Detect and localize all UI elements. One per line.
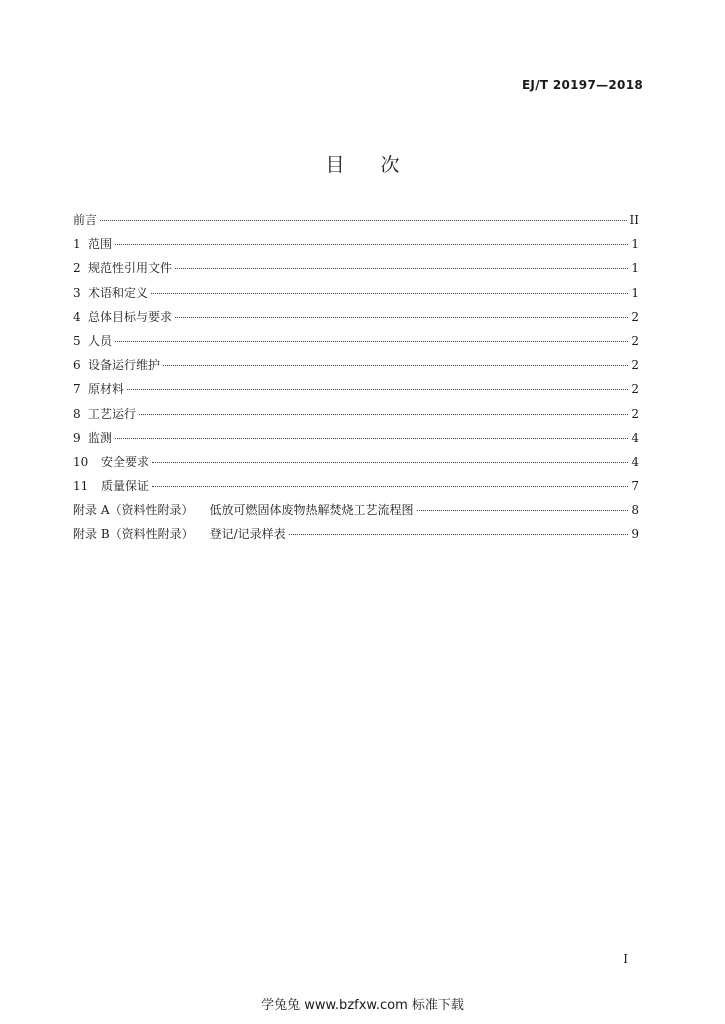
toc-entry-page: 2 [631,382,639,397]
toc-entry-label: 登记/记录样表 [209,527,286,542]
dot-leader [175,317,628,318]
toc-entry-page: 4 [631,454,639,469]
toc-entry-number: 1 [73,237,81,252]
toc-entry-number: 附录 A（资料性附录） [73,503,194,518]
toc-entry-label: 设备运行维护 [88,358,161,373]
toc-entry-page: 8 [631,503,639,518]
toc-entry-label: 质量保证 [101,479,150,494]
dot-leader [152,462,628,463]
dot-leader [127,389,628,390]
dot-leader [115,438,628,439]
toc-title: 目次 [325,154,436,176]
toc-entry-6[interactable] [73,355,639,379]
toc-entry-9[interactable] [73,428,639,452]
toc-entry-label: 术语和定义 [88,285,149,300]
toc-entry-number: 9 [73,430,81,445]
toc-entry-label: 原材料 [88,382,125,397]
dot-leader [289,534,628,535]
toc-entry-appendix-b[interactable] [73,524,639,548]
toc-entry-page: 2 [631,358,639,373]
toc-entry-label: 前言 [73,213,98,227]
toc-entry-3[interactable] [73,283,639,307]
toc-entry-number: 5 [73,333,81,348]
table-of-contents [73,210,639,549]
toc-entry-page: 2 [631,333,639,348]
toc-entry-page: 4 [631,430,639,445]
toc-entry-label: 范围 [88,237,113,252]
toc-entry-page: 2 [631,309,639,324]
dot-leader [152,486,628,487]
dot-leader [115,341,628,342]
toc-entry-5[interactable] [73,331,639,355]
toc-entry-number: 11 [73,479,89,494]
toc-entry-7[interactable] [73,379,639,403]
page-number: I [623,952,628,966]
toc-entry-number: 2 [73,261,81,276]
toc-entry-number: 附录 B（资料性附录） [73,527,194,542]
document-code: EJ/T 20197—2018 [521,78,643,92]
toc-entry-8[interactable] [73,404,639,428]
dot-leader [115,244,628,245]
dot-leader [100,220,627,221]
toc-entry-number: 8 [73,406,81,421]
toc-entry-foreword[interactable] [73,210,639,234]
toc-entry-label: 低放可燃固体废物热解焚烧工艺流程图 [209,503,414,518]
toc-entry-page: 7 [631,479,639,494]
toc-entry-label: 工艺运行 [88,406,137,421]
toc-entry-number: 4 [73,309,81,324]
toc-entry-label: 人员 [88,333,113,348]
toc-entry-number: 10 [73,454,89,469]
dot-leader [139,414,628,415]
dot-leader [175,268,628,269]
toc-entry-page: 9 [631,527,639,542]
dot-leader [163,365,628,366]
toc-entry-4[interactable] [73,307,639,331]
dot-leader [417,510,629,511]
toc-entry-page: 2 [631,406,639,421]
toc-entry-appendix-a[interactable] [73,500,639,524]
toc-entry-page: 1 [631,237,639,252]
toc-entry-label: 规范性引用文件 [88,261,173,276]
toc-entry-label: 总体目标与要求 [88,309,173,324]
toc-entry-label: 监测 [88,430,113,445]
toc-entry-2[interactable] [73,258,639,282]
toc-entry-label: 安全要求 [101,454,150,469]
toc-entry-number: 3 [73,285,81,300]
toc-entry-11[interactable] [73,476,639,500]
toc-entry-page: 1 [631,285,639,300]
watermark-text: 学兔兔 www.bzfxw.com 标准下载 [261,998,464,1013]
toc-entry-number: 6 [73,358,81,373]
toc-entry-10[interactable] [73,452,639,476]
toc-entry-page: 1 [631,261,639,276]
toc-entry-number: 7 [73,382,81,397]
toc-entry-1[interactable] [73,234,639,258]
toc-entry-page: II [629,213,639,227]
dot-leader [151,293,628,294]
